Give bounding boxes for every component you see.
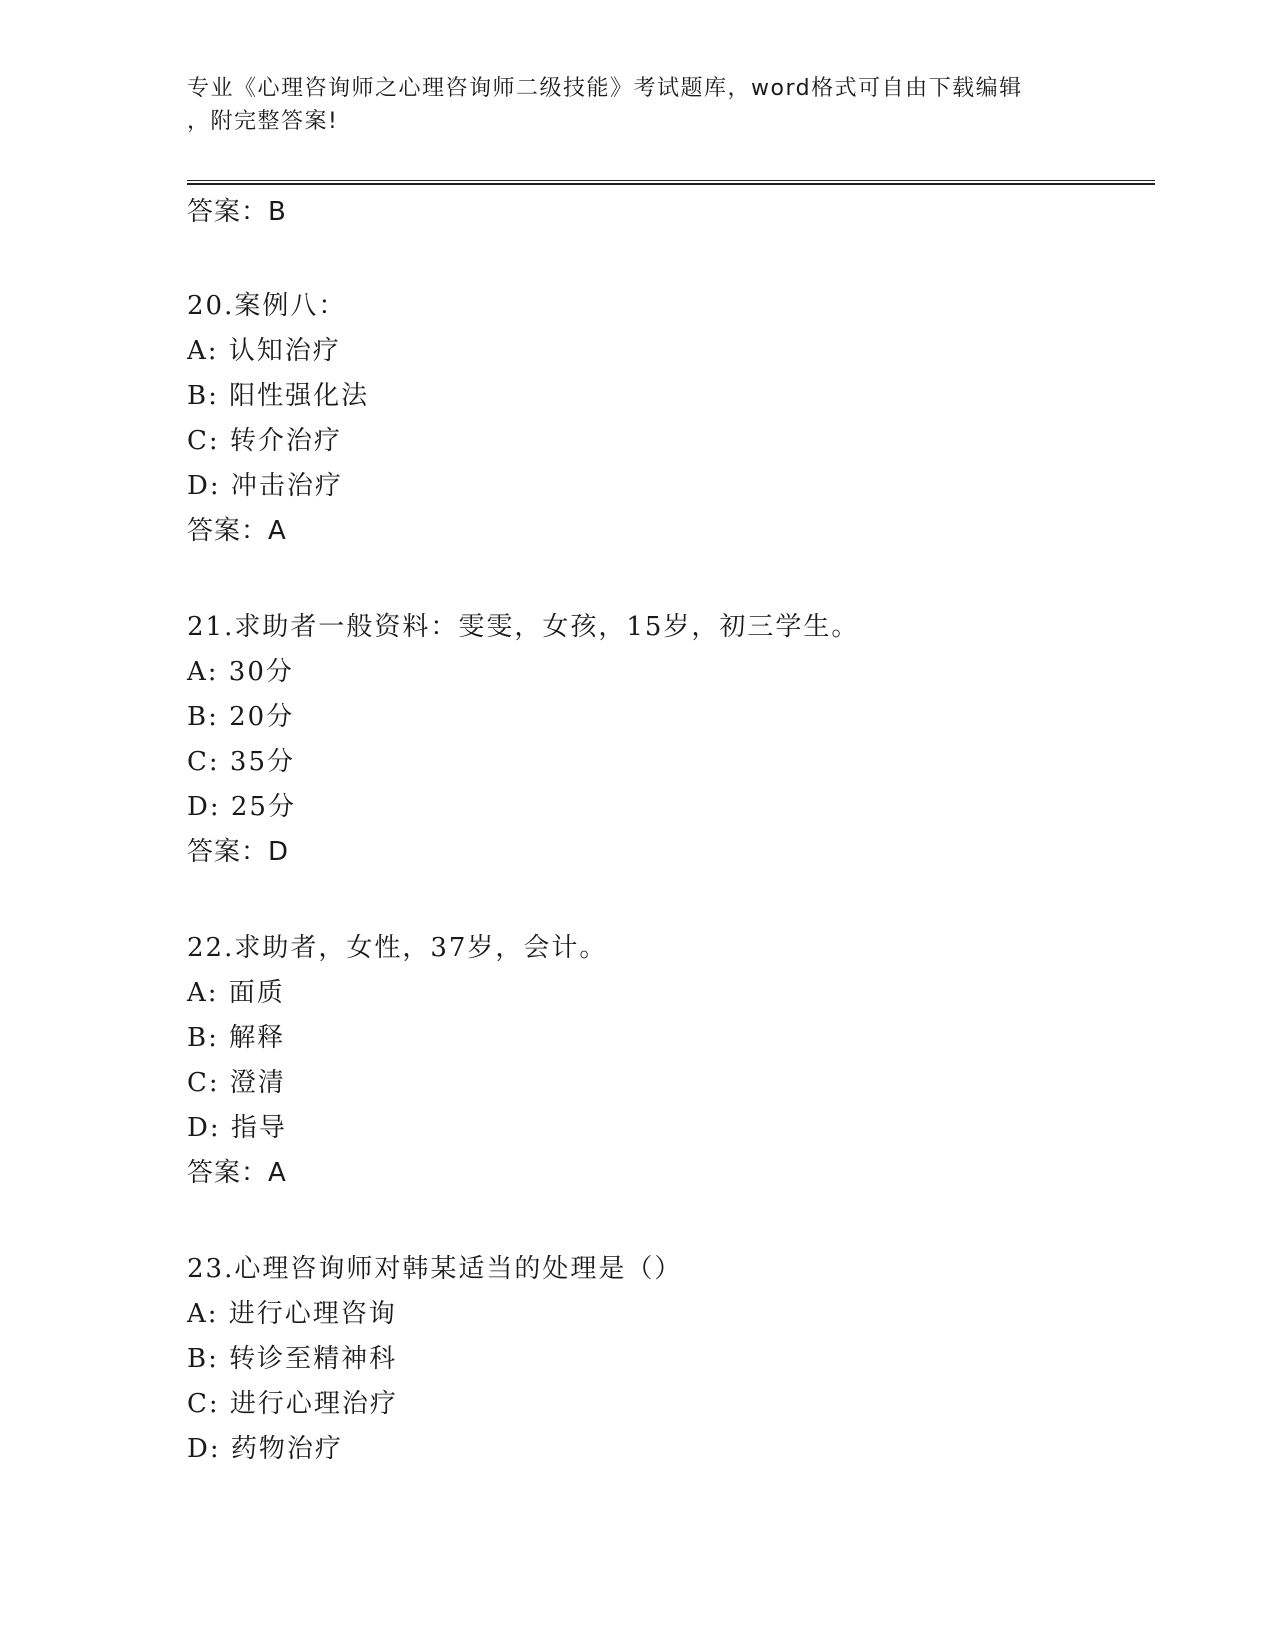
header-line-2: ，附完整答案! xyxy=(187,109,339,134)
answer-label: 答案：A xyxy=(187,516,287,546)
option-d: D: 冲击治疗 xyxy=(187,471,343,501)
option-c: C: 35分 xyxy=(187,747,296,777)
header-divider xyxy=(187,180,1155,185)
question-list xyxy=(187,190,1155,1523)
option-d: D: 25分 xyxy=(187,792,296,822)
option-a: A: 认知治疗 xyxy=(187,336,341,366)
option-c: C: 澄清 xyxy=(187,1068,286,1098)
option-b: B: 20分 xyxy=(187,702,295,732)
question-22 xyxy=(187,926,1155,1196)
option-a: A: 面质 xyxy=(187,978,285,1008)
question-21 xyxy=(187,605,1155,875)
header-line-1: 专业《心理咨询师之心理咨询师二级技能》考试题库，word格式可自由下载编辑 xyxy=(187,76,1023,101)
question-title: 20.案例八： xyxy=(187,291,347,321)
option-b: B: 阳性强化法 xyxy=(187,381,370,411)
question-title: 22.求助者，女性，37岁，会计。 xyxy=(187,933,608,963)
answer-label: 答案：D xyxy=(187,837,290,867)
answer-label: 答案：A xyxy=(187,1158,287,1188)
option-c: C: 转介治疗 xyxy=(187,426,342,456)
option-b: B: 转诊至精神科 xyxy=(187,1344,398,1374)
question-23 xyxy=(187,1247,1155,1472)
option-b: B: 解释 xyxy=(187,1023,286,1053)
option-d: D: 指导 xyxy=(187,1113,287,1143)
question-title: 21.求助者一般资料：雯雯，女孩，15岁，初三学生。 xyxy=(187,612,860,642)
question-20 xyxy=(187,284,1155,554)
option-d: D: 药物治疗 xyxy=(187,1434,343,1464)
question-title: 23.心理咨询师对韩某适当的处理是（） xyxy=(187,1254,683,1284)
option-a: A: 进行心理咨询 xyxy=(187,1299,397,1329)
page-header xyxy=(187,72,1107,138)
option-c: C: 进行心理治疗 xyxy=(187,1389,398,1419)
option-a: A: 30分 xyxy=(187,657,294,687)
answer-label: 答案：B xyxy=(187,197,287,227)
